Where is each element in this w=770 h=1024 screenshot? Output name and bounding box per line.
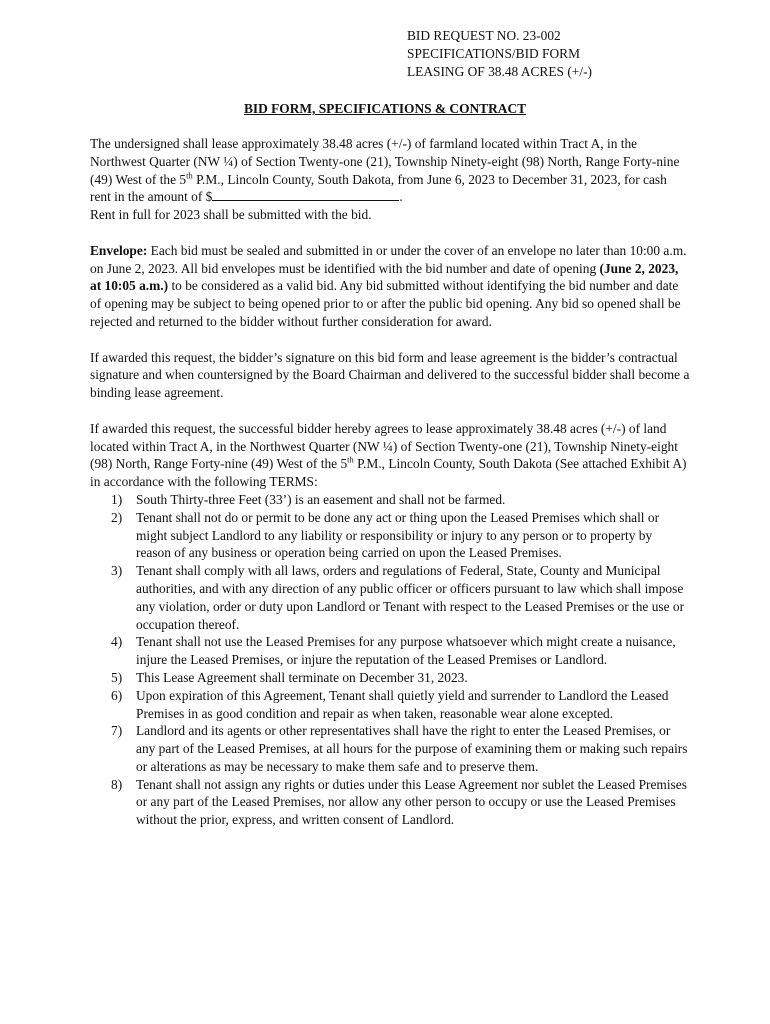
document-body [90,135,690,829]
term-text: Upon expiration of this Agreement, Tenant shall quietly yield and surrender to Landlord the Leased Premises in as good condition and repair as when taken, reasonable wear alone excepted. [136,687,669,721]
rent-amount-blank[interactable] [212,188,399,201]
term-text: South Thirty-three Feet (33’) is an easement and shall not be farmed. [136,491,506,507]
terms-intro-paragraph [90,420,690,491]
bid-form-subtitle: SPECIFICATIONS/BID FORM [407,45,580,61]
term-number: 7) [111,723,123,739]
term-number: 3) [111,563,123,579]
term-number: 4) [111,634,123,650]
signature-paragraph: If awarded this request, the bidder’s signature on this bid form and lease agreement is the bidder’s contractual signature and when countersigned by the Board Chairman and delivered to the successful bidder shall become a binding lease agreement. [90,349,690,401]
term-text: Tenant shall not do or permit to be done any act or thing upon the Leased Premises which shall or might subject Landlord to any liability or responsibility or injury to any person or to property by reason of any business or operation being carried on upon the Leased Premises. [136,509,660,561]
terms-intro-b: P.M., Lincoln County, South Dakota (See attached Exhibit A) in accordance with the following TERMS: [90,456,687,490]
term-number: 5) [111,669,123,685]
lease-text-c: . [399,189,403,205]
list-item [90,722,690,775]
list-item [90,669,690,687]
term-text: This Lease Agreement shall terminate on December 31, 2023. [136,669,468,685]
terms-intro-a: If awarded this request, the successful bidder hereby agrees to lease approximately 38.48 acres (+/-) of land located within Tract A, in the Northwest Quarter (NW ¼) of Section Twenty-one (21), Township Ninety-eight (98) North, Range Forty-nine (49) West of the 5 [90,420,678,472]
list-item [90,633,690,669]
term-number: 8) [111,776,123,792]
envelope-paragraph [90,242,690,331]
page-title: BID FORM, SPECIFICATIONS & CONTRACT [243,101,527,116]
term-text: Landlord and its agents or other representatives shall have the right to enter the Leased Premises, or any part of the Leased Premises, at all hours for the purpose of examining them or making such repairs or alterations as may be necessary to make them safe and to preserve them. [136,723,688,774]
list-item [90,509,690,562]
term-text: Tenant shall comply with all laws, orders and regulations of Federal, State, County and Municipal authorities, and with any direction of any public officer or officers pursuant to law which shall impose any violation, order or duty upon Landlord or Tenant with respect to the Leased Premises or the use or occupation thereof. [136,563,685,632]
envelope-text-a: Each bid must be sealed and submitted in or under the cover of an envelope no later than 10:00 a.m. on June 2, 2023. All bid envelopes must be identified with the bid number and date of opening [90,242,687,276]
list-item [90,562,690,633]
term-number: 1) [111,491,123,507]
list-item [90,687,690,723]
term-number: 2) [111,509,123,525]
terms-list [90,491,690,829]
list-item [90,776,690,829]
envelope-label: Envelope: [90,242,148,258]
term-text: Tenant shall not use the Leased Premises for any purpose whatsoever which might create a nuisance, injure the Leased Premises, or injure the reputation of the Leased Premises or Landlord. [136,634,676,668]
lease-acreage-line: LEASING OF 38.48 ACRES (+/-) [407,63,592,79]
lease-paragraph [90,135,690,224]
lease-text-a: The undersigned shall lease approximately 38.48 acres (+/-) of farmland located within Tract A, in the Northwest Quarter (NW ¼) of Section Twenty-one (21), Township Ninety-eight (98) North, Range Forty-nine (49) West of the 5 [90,136,680,187]
envelope-text-b: to be considered as a valid bid. Any bid submitted without identifying the bid number and date of opening may be subject to being opened prior to or after the public bid opening. Any bid so opened shall be rejected and returned to the bidder without further consideration for award. [90,278,681,329]
term-text: Tenant shall not assign any rights or duties under this Lease Agreement nor sublet the Leased Premises or any part of the Leased Premises, nor allow any other person to occupy or use the Leased Premises without the prior, express, and written consent of Landlord. [136,776,687,828]
bid-request-number: BID REQUEST NO. 23-002 [407,28,561,43]
lease-text-b: P.M., Lincoln County, South Dakota, from June 6, 2023 to December 31, 2023, for cash rent in the amount of $ [90,171,667,205]
bid-header [407,27,707,80]
list-item [90,491,690,509]
rent-in-full-text: Rent in full for 2023 shall be submitted with the bid. [90,207,372,223]
ordinal-suffix: th [186,170,193,181]
ordinal-suffix: th [347,454,354,465]
term-number: 6) [111,687,123,703]
opening-date-bold: (June 2, 2023, at 10:05 a.m.) [90,260,679,294]
